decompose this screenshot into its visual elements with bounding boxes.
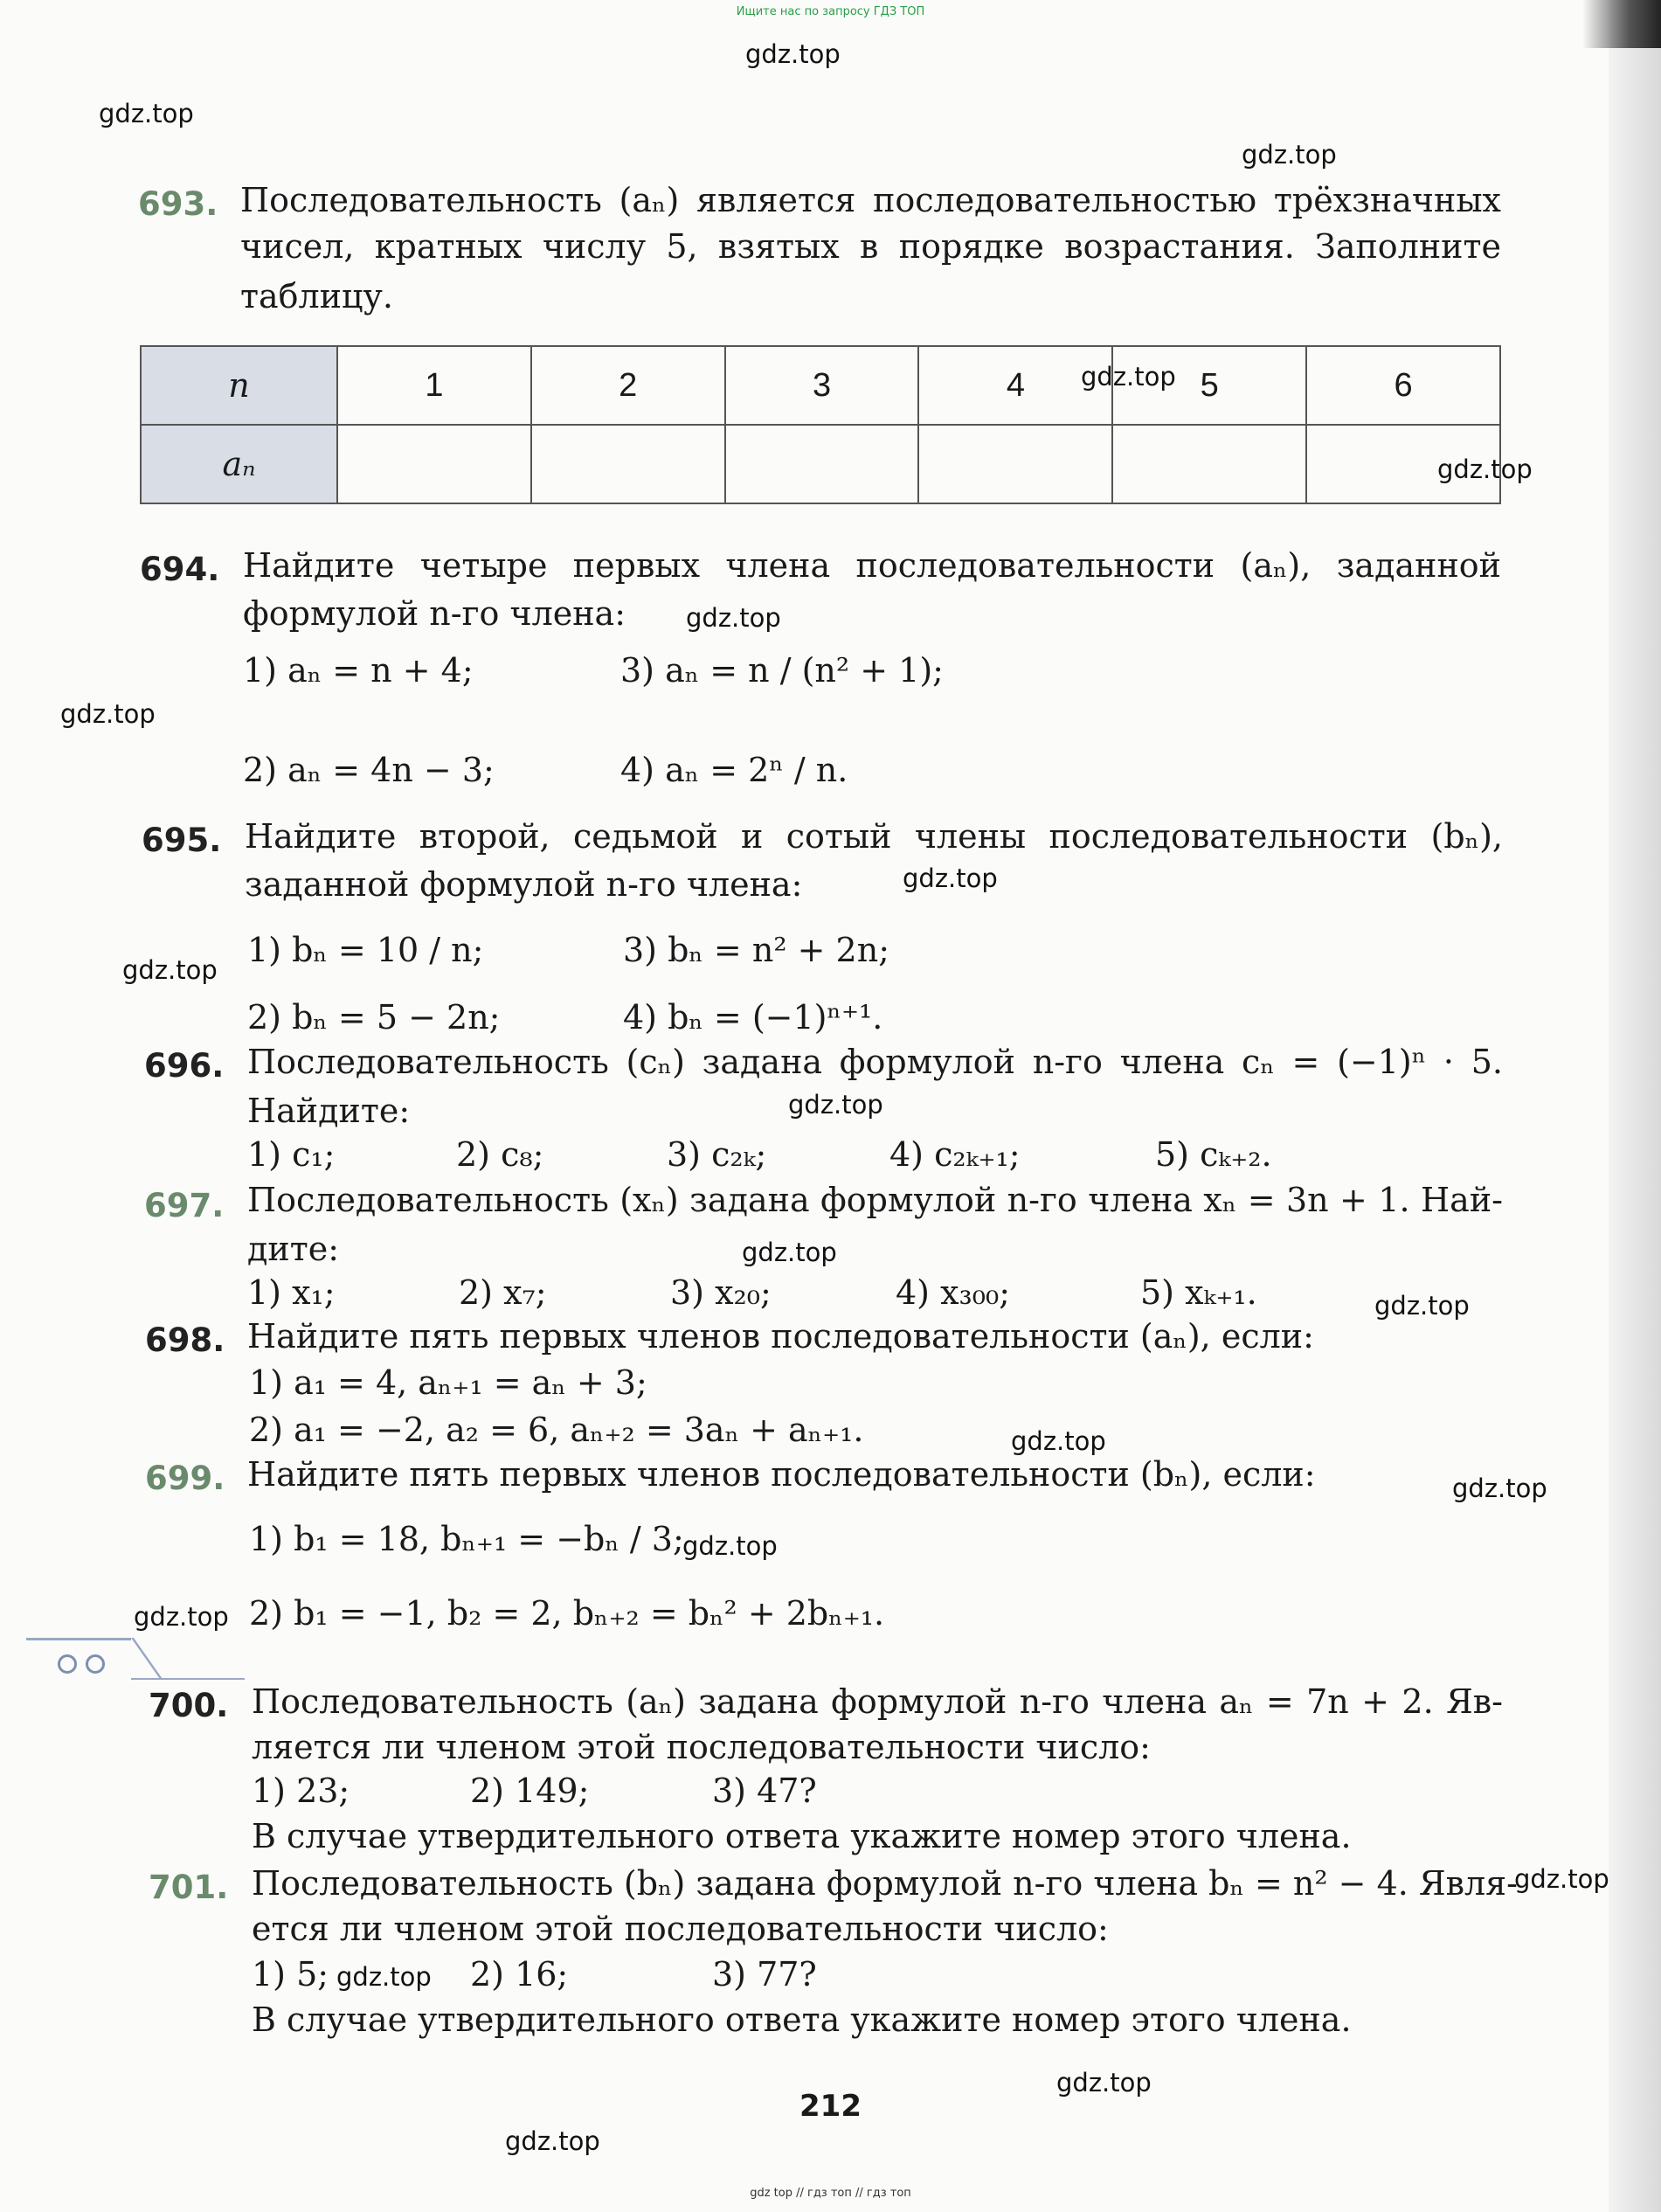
watermark: gdz.top [134, 1602, 229, 1632]
answer-option: 1) 23; [252, 1772, 350, 1810]
table-row [141, 425, 1500, 503]
section-divider [131, 1638, 163, 1680]
watermark: gdz.top [682, 1531, 778, 1561]
problem-text-line: формулой n-го члена: [243, 594, 626, 633]
formula-item: 1) a₁ = 4, aₙ₊₁ = aₙ + 3; [249, 1363, 647, 1402]
problem-number: 698. [145, 1321, 225, 1359]
watermark: gdz.top [1011, 1426, 1106, 1456]
formula-item: 3) c₂ₖ; [667, 1135, 767, 1174]
problem-number: 701. [149, 1869, 229, 1906]
formula-item: 4) aₙ = 2ⁿ / n. [620, 751, 848, 789]
watermark: gdz.top [788, 1090, 883, 1120]
formula-item: 5) cₖ₊₂. [1155, 1135, 1272, 1174]
watermark: gdz.top [745, 39, 841, 69]
table-cell: 3 [725, 346, 919, 425]
formula-item: 3) x₂₀; [670, 1273, 772, 1312]
formula-item: 1) aₙ = n + 4; [243, 651, 474, 690]
watermark: gdz.top [336, 1962, 432, 1992]
formula-item: 2) a₁ = −2, a₂ = 6, aₙ₊₂ = 3aₙ + aₙ₊₁. [249, 1411, 864, 1449]
watermark: gdz.top [1437, 454, 1533, 484]
formula-item: 4) bₙ = (−1)ⁿ⁺¹. [623, 998, 883, 1037]
problem-number: 700. [149, 1687, 229, 1724]
problem-number: 693. [138, 185, 218, 223]
problem-text-line: Найдите: [247, 1092, 411, 1130]
problem-text-line: Последовательность (cₙ) задана формулой n-го члена cₙ = (−1)ⁿ · 5. [247, 1043, 1503, 1081]
answer-option: 2) 149; [470, 1772, 590, 1810]
circle-icon [58, 1654, 77, 1674]
formula-item: 2) aₙ = 4n − 3; [243, 751, 495, 789]
formula-item: 1) c₁; [247, 1135, 336, 1174]
watermark: gdz.top [122, 955, 218, 985]
table-row [141, 346, 1500, 425]
watermark: gdz.top [903, 863, 998, 893]
problem-note: В случае утвердительного ответа укажите номер этого члена. [252, 2001, 1352, 2039]
watermark: gdz.top [1374, 1291, 1470, 1321]
watermark: gdz.top [99, 99, 194, 128]
problem-note: В случае утвердительного ответа укажите номер этого члена. [252, 1817, 1352, 1855]
table-cell-empty[interactable] [1112, 425, 1306, 503]
formula-item: 1) b₁ = 18, bₙ₊₁ = −bₙ / 3; [249, 1520, 684, 1558]
table-cell: 1 [337, 346, 531, 425]
formula-item: 2) bₙ = 5 − 2n; [247, 998, 501, 1037]
watermark: gdz.top [60, 699, 156, 729]
problem-number: 696. [144, 1047, 225, 1085]
problem-text-line: Последовательность (bₙ) задана формулой n-го члена bₙ = n² − 4. Явля- [252, 1864, 1518, 1903]
table-header-cell: n [141, 346, 337, 425]
page-edge-shadow [1609, 0, 1661, 2212]
problem-text-line: Найдите пять первых членов последовательности (aₙ), если: [247, 1317, 1314, 1356]
table-cell-empty[interactable] [531, 425, 725, 503]
watermark: gdz.top [1081, 362, 1176, 392]
problem-number: 695. [142, 822, 222, 859]
formula-item: 1) bₙ = 10 / n; [247, 931, 484, 969]
formula-item: 2) c₈; [456, 1135, 544, 1174]
top-note: Ищите нас по запросу ГДЗ ТОП [736, 5, 925, 18]
table-cell-empty[interactable] [337, 425, 531, 503]
formula-item: 5) xₖ₊₁. [1140, 1273, 1257, 1312]
formula-item: 1) x₁; [247, 1273, 336, 1312]
problem-text-line: чисел, кратных числу 5, взятых в порядке возрастания. Заполните [240, 227, 1501, 266]
problem-text-line: заданной формулой n-го члена: [245, 865, 803, 904]
answer-option: 3) 47? [712, 1772, 817, 1810]
formula-item: 2) x₇; [459, 1273, 547, 1312]
problem-text-line: Последовательность (xₙ) задана формулой n-го члена xₙ = 3n + 1. Най- [247, 1181, 1503, 1219]
table-cell: 2 [531, 346, 725, 425]
answer-option: 2) 16; [470, 1955, 569, 1994]
problem-text-line: Найдите второй, седьмой и сотый члены последовательности (bₙ), [245, 817, 1503, 856]
watermark: gdz.top [742, 1238, 837, 1267]
problem-number: 699. [145, 1460, 225, 1497]
watermark: gdz.top [1242, 140, 1337, 170]
formula-item: 4) c₂ₖ₊₁; [889, 1135, 1021, 1174]
table-cell: 5 [1112, 346, 1306, 425]
sequence-table [140, 345, 1501, 504]
formula-item: 3) aₙ = n / (n² + 1); [620, 651, 944, 690]
watermark: gdz.top [505, 2126, 600, 2156]
problem-text-line: таблицу. [240, 277, 393, 316]
problem-text-line: ляется ли членом этой последовательности число: [252, 1728, 1151, 1766]
section-divider [131, 1678, 245, 1680]
answer-option: 1) 5; [252, 1955, 329, 1994]
problem-number: 697. [144, 1187, 225, 1224]
problem-number: 694. [140, 551, 220, 588]
formula-item: 3) bₙ = n² + 2n; [623, 931, 890, 969]
watermark: gdz.top [1514, 1864, 1609, 1894]
page-number: 212 [799, 2089, 862, 2124]
table-cell: 4 [918, 346, 1112, 425]
problem-text-line: Найдите пять первых членов последовательности (bₙ), если: [247, 1455, 1316, 1494]
table-cell-empty[interactable] [1306, 425, 1500, 503]
watermark: gdz.top [1056, 2068, 1152, 2098]
formula-item: 4) x₃₀₀; [896, 1273, 1011, 1312]
table-header-cell: aₙ [141, 425, 337, 503]
watermark: gdz.top [686, 603, 781, 633]
formula-item: 2) b₁ = −1, b₂ = 2, bₙ₊₂ = bₙ² + 2bₙ₊₁. [249, 1594, 885, 1633]
problem-text-line: ется ли членом этой последовательности число: [252, 1910, 1109, 1948]
problem-text-line: Последовательность (aₙ) является последовательностью трёхзначных [240, 181, 1501, 219]
problem-text-line: Последовательность (aₙ) задана формулой n-го члена aₙ = 7n + 2. Яв- [252, 1682, 1503, 1721]
bottom-note: gdz top // гдз топ // гдз топ [750, 2187, 911, 2200]
circle-icon [86, 1654, 105, 1674]
table-cell-empty[interactable] [918, 425, 1112, 503]
table-cell-empty[interactable] [725, 425, 919, 503]
section-divider [26, 1638, 131, 1640]
table-cell: 6 [1306, 346, 1500, 425]
problem-text-line: дите: [247, 1230, 340, 1268]
answer-option: 3) 77? [712, 1955, 817, 1994]
watermark: gdz.top [1452, 1474, 1547, 1503]
problem-text-line: Найдите четыре первых члена последовательности (aₙ), заданной [243, 546, 1501, 585]
